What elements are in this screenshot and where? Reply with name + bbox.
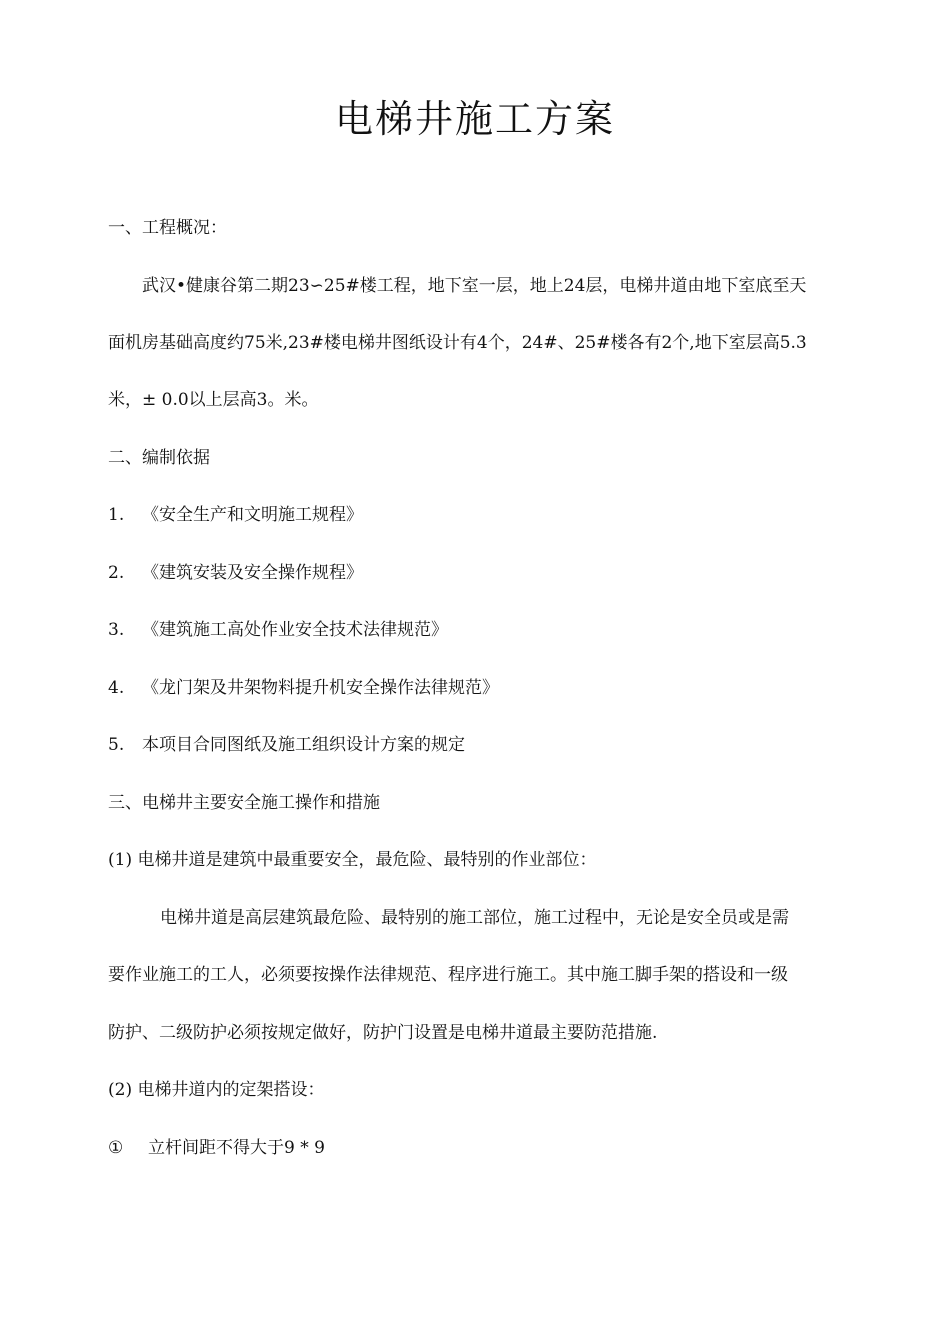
list-item-number: 3. xyxy=(108,620,125,640)
paragraph-line: 武汉•健康谷第二期23∽25#楼工程，地下室一层，地上24层，电梯井道由地下室底至天 xyxy=(142,276,807,296)
list-item-number: 5. xyxy=(108,735,125,755)
paragraph-line: 电梯井道是高层建筑最危险、最特别的施工部位，施工过程中，无论是安全员或是需 xyxy=(160,908,789,928)
paragraph-line: 米，± 0.0以上层高3。米。 xyxy=(108,390,319,410)
list-item-text: 《安全生产和文明施工规程》 xyxy=(142,505,363,525)
list-item xyxy=(108,618,850,642)
list-item-text: 《建筑安装及安全操作规程》 xyxy=(142,563,363,583)
list-item xyxy=(108,503,850,527)
paragraph-line: 面机房基础高度约75米,23#楼电梯井图纸设计有4个，24#、25#楼各有2个,地下室层高5.3 xyxy=(108,333,807,353)
list-item-text: 《建筑施工高处作业安全技术法律规范》 xyxy=(142,620,448,640)
item-2-heading: (2) 电梯井道内的定架搭设： xyxy=(108,1080,325,1100)
item-1-heading: (1) 电梯井道是建筑中最重要安全，最危险、最特别的作业部位： xyxy=(108,850,597,870)
list-item xyxy=(108,676,850,700)
section-3-heading: 三、电梯井主要安全施工操作和措施 xyxy=(108,793,380,813)
list-item-text: 本项目合同图纸及施工组织设计方案的规定 xyxy=(142,735,465,755)
section-1-heading: 一、工程概况： xyxy=(108,218,227,238)
paragraph-line: 要作业施工的工人，必须要按操作法律规范、程序进行施工。其中施工脚手架的搭设和一级 xyxy=(108,965,788,985)
list-item xyxy=(108,561,850,585)
sub-item-number: ① xyxy=(108,1138,124,1158)
section-2-heading: 二、编制依据 xyxy=(108,448,210,468)
list-item-number: 2. xyxy=(108,563,125,583)
list-item xyxy=(108,733,850,757)
sub-item xyxy=(108,1136,850,1160)
sub-item-text: 立杆间距不得大于9 * 9 xyxy=(148,1138,325,1158)
list-item-number: 1. xyxy=(108,505,125,525)
list-item-text: 《龙门架及井架物料提升机安全操作法律规范》 xyxy=(142,678,499,698)
paragraph-line: 防护、二级防护必须按规定做好，防护门设置是电梯井道最主要防范措施. xyxy=(108,1023,658,1043)
page-title: 电梯井施工方案 xyxy=(334,97,615,141)
list-item-number: 4. xyxy=(108,678,125,698)
